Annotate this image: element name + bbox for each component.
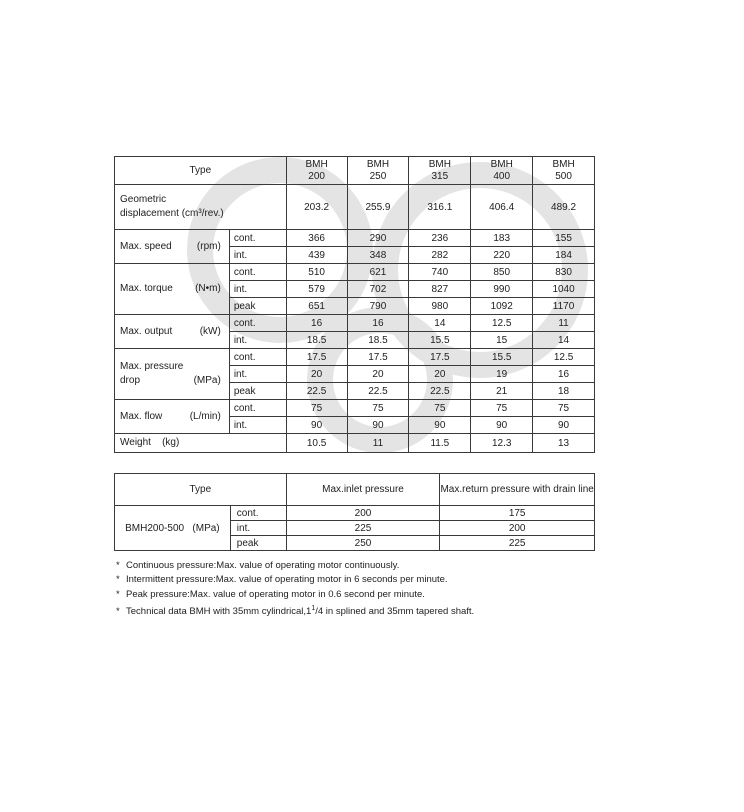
value-cell: 19 [471,366,533,383]
value-cell: 183 [471,230,533,247]
value-cell: 1170 [533,298,595,315]
model-header: BMH 500 [533,157,595,185]
speed-label: Max. speed (rpm) [115,230,230,264]
model-label: BMH200-500 (MPa) [115,506,231,551]
value-cell: 282 [409,247,471,264]
value-cell: 255.9 [347,185,409,230]
pressure-table [114,473,595,551]
value-cell: 175 [440,506,595,521]
value-cell: 290 [347,230,409,247]
value-cell: 790 [347,298,409,315]
value-cell: 830 [533,264,595,281]
footnotes [116,559,474,619]
model-header: BMH 250 [347,157,409,185]
value-cell: 220 [471,247,533,264]
value-cell: 702 [347,281,409,298]
value-cell: 579 [286,281,347,298]
footnote: * Continuous pressure:Max. value of operating motor continuously. [116,560,400,571]
value-cell: 75 [471,400,533,417]
value-cell: 740 [409,264,471,281]
pressure-header-row [115,474,595,506]
torque-label: Max. torque (N•m) [115,264,230,315]
value-cell: 12.3 [471,434,533,453]
value-cell: 90 [286,417,347,434]
displacement-row [115,185,595,230]
value-cell: 16 [347,315,409,332]
value-cell: 10.5 [286,434,347,453]
value-cell: 651 [286,298,347,315]
value-cell: 22.5 [286,383,347,400]
value-cell: 14 [533,332,595,349]
speed-row-cont [115,230,595,247]
value-cell: 1040 [533,281,595,298]
value-cell: 14 [409,315,471,332]
value-cell: 621 [347,264,409,281]
value-cell: 12.5 [471,315,533,332]
value-cell: 13 [533,434,595,453]
sub-label: cont. [229,400,286,417]
sub-label: cont. [229,230,286,247]
sub-label: int. [230,521,286,536]
value-cell: 980 [409,298,471,315]
value-cell: 90 [471,417,533,434]
flow-label: Max. flow (L/min) [115,400,230,434]
sub-label: cont. [229,315,286,332]
value-cell: 200 [286,506,440,521]
value-cell: 406.4 [471,185,533,230]
value-cell: 90 [533,417,595,434]
value-cell: 11 [533,315,595,332]
value-cell: 20 [347,366,409,383]
torque-row-cont [115,264,595,281]
value-cell: 11.5 [409,434,471,453]
value-cell: 225 [286,521,440,536]
value-cell: 200 [440,521,595,536]
value-cell: 21 [471,383,533,400]
value-cell: 990 [471,281,533,298]
value-cell: 1092 [471,298,533,315]
value-cell: 850 [471,264,533,281]
sub-label: peak [229,298,286,315]
footnote: * Technical data BMH with 35mm $cylindrical,1^1/4$ in splined and 35mm tapered shaft. [116,604,475,618]
spec-table [114,156,595,453]
inlet-pressure-header: Max.inlet pressure [286,474,440,506]
value-cell: 90 [347,417,409,434]
model-header: BMH 400 [471,157,533,185]
value-cell: 75 [409,400,471,417]
value-cell: 366 [286,230,347,247]
value-cell: 75 [286,400,347,417]
type-header: Type [115,474,287,506]
pressure-row-cont [115,506,595,521]
value-cell: 16 [286,315,347,332]
model-header: BMH 200 [286,157,347,185]
sub-label: cont. [229,264,286,281]
value-cell: 22.5 [409,383,471,400]
value-cell: 18.5 [347,332,409,349]
value-cell: 439 [286,247,347,264]
value-cell: 203.2 [286,185,347,230]
value-cell: 236 [409,230,471,247]
header-row [115,157,595,185]
footnote: * Intermittent pressure:Max. value of operating motor in 6 seconds per minute. [116,574,448,586]
value-cell: 11 [347,434,409,453]
return-pressure-header: Max.return pressure with drain line [440,474,595,506]
weight-label: Weight (kg) [115,434,230,453]
value-cell: 12.5 [533,349,595,366]
value-cell: 22.5 [347,383,409,400]
sub-label: int. [229,332,286,349]
weight-row [115,434,595,453]
flow-row-cont [115,400,595,417]
type-header: Type [115,157,287,185]
sub-label: cont. [230,506,286,521]
output-row-cont [115,315,595,332]
value-cell: 90 [409,417,471,434]
value-cell: 155 [533,230,595,247]
output-label: Max. output (kW) [115,315,230,349]
value-cell: 348 [347,247,409,264]
sub-label: peak [230,536,286,551]
sub-label: int. [229,417,286,434]
value-cell: 75 [533,400,595,417]
sub-label: cont. [229,349,286,366]
value-cell: 225 [440,536,595,551]
value-cell: 16 [533,366,595,383]
value-cell: 18.5 [286,332,347,349]
value-cell: 184 [533,247,595,264]
pressure-drop-label: Max. pressure drop (MPa) [115,349,230,400]
value-cell: 250 [286,536,440,551]
value-cell: 827 [409,281,471,298]
sub-label: peak [229,383,286,400]
pressure-drop-row-cont [115,349,595,366]
value-cell: 75 [347,400,409,417]
sub-label: int. [229,366,286,383]
value-cell: 15.5 [409,332,471,349]
value-cell: 20 [409,366,471,383]
value-cell: 489.2 [533,185,595,230]
sub-label: int. [229,281,286,298]
value-cell: 15 [471,332,533,349]
value-cell: 316.1 [409,185,471,230]
value-cell: 510 [286,264,347,281]
displacement-label: Geometric displacement (cm³/rev.) [115,185,287,230]
value-cell: 20 [286,366,347,383]
value-cell: 17.5 [286,349,347,366]
weight-blank-cell [229,434,286,453]
value-cell: 18 [533,383,595,400]
value-cell: 15.5 [471,349,533,366]
value-cell: 17.5 [409,349,471,366]
value-cell: 17.5 [347,349,409,366]
model-header: BMH 315 [409,157,471,185]
footnote: * Peak pressure:Max. value of operating motor in 0.6 second per minute. [116,588,425,600]
sub-label: int. [229,247,286,264]
